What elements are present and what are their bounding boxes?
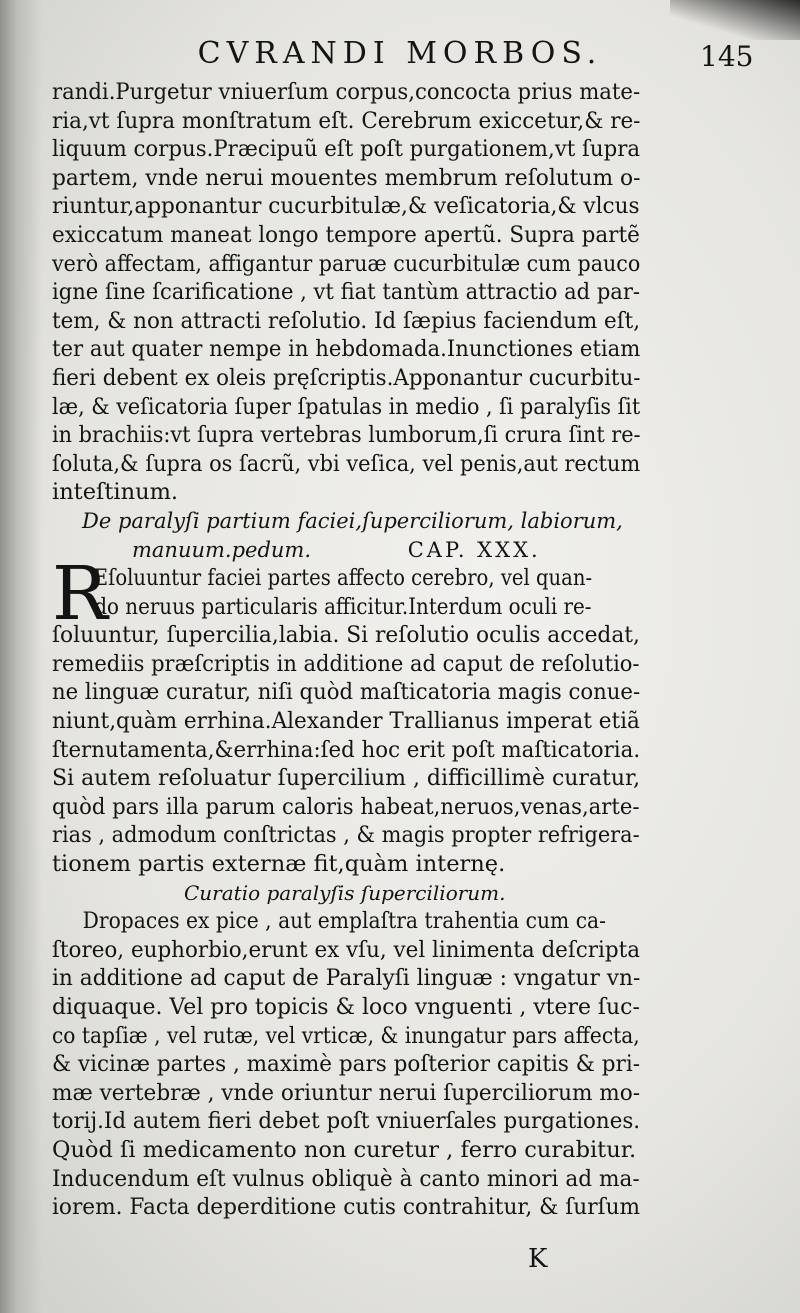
text-line: iorem. Facta deperditione cutis contrahitur, & ſurſum	[52, 1194, 641, 1221]
text-line: Si autem reſoluatur ſupercilium , difficillimè curatur,	[52, 765, 641, 792]
chapter-title-line-1: De paralyſi partium faciei,ſuperciliorum, labiorum,	[82, 508, 623, 533]
text-line: remediis præſcriptis in additione ad caput de reſolutio-	[52, 650, 640, 677]
text-line: Inducendum eſt vulnus obliquè à canto minori ad ma-	[52, 1165, 640, 1192]
text-line: inteſtinum.	[52, 479, 179, 506]
paragraph-1	[52, 78, 640, 507]
text-line: exiccatum maneat longo tempore apertũ. Supra partẽ	[52, 221, 640, 248]
text-line: & vicinæ partes , maximè pars poſterior capitis & pri-	[52, 1051, 640, 1078]
text-line: ter aut quater nempe in hebdomada.Inunctiones etiam	[52, 336, 641, 363]
text-line: ſoluta,& ſupra os ſacrũ, vbi veſica, vel penis,aut rectum	[52, 450, 641, 477]
text-line: rias , admodum conſtrictas , & magis propter refrigera-	[52, 822, 640, 849]
running-title: CVRANDI MORBOS.	[197, 36, 603, 71]
text-line: ſternutamenta,&errhina:ſed hoc erit poſt maſticatoria.	[52, 736, 641, 763]
text-line: niunt,quàm errhina.Alexander Trallianus imperat etiã	[52, 708, 640, 735]
text-line: fieri debent ex oleis pręſcriptis.Apponantur cucurbitu-	[52, 364, 641, 391]
chapter-title-line-2	[52, 536, 640, 565]
text-line: Eſoluuntur faciei partes affecto cerebro, vel quan-	[93, 565, 593, 592]
text-line: Quòd ſi medicamento non curetur , ferro curabitur.	[52, 1136, 637, 1163]
text-line: læ, & veſicatoria ſuper ſpatulas in medio , ſi paralyſis ſit	[52, 393, 641, 420]
text-line: ria,vt ſupra monſtratum eſt. Cerebrum exiccetur,& re-	[52, 107, 641, 134]
text-line: in brachiis:vt ſupra vertebras lumborum,ſi crura ſint re-	[52, 422, 641, 449]
chapter-title-line-2-text: manuum.pedum.	[132, 537, 312, 562]
text-line: verò affectam, affigantur paruæ cucurbitulæ cum pauco	[52, 250, 641, 277]
text-line: Dropaces ex pice , aut emplaſtra trahentia cum ca-	[82, 908, 607, 935]
text-line: co tapſiæ , vel rutæ, vel vrticæ, & inungatur pars affecta,	[52, 1022, 640, 1049]
drop-capital: R	[52, 551, 108, 638]
main-text-block	[52, 78, 640, 1222]
text-line: ne linguæ curatur, niſi quòd maſticatoria magis conue-	[52, 679, 641, 706]
page-corner-shadow	[670, 0, 800, 40]
text-line: partem, vnde nerui mouentes membrum reſolutum o-	[52, 164, 641, 191]
text-line: diquaque. Vel pro topicis & loco vnguenti , vtere ſuc-	[52, 994, 640, 1020]
text-line: ſoluuntur, ſupercilia,labia. Si reſolutio oculis accedat,	[52, 622, 640, 649]
text-line: liquum corpus.Præcipuũ eſt poſt purgationem,vt ſupra	[52, 136, 641, 163]
text-line: torij.Id autem fieri debet poſt vniuerſales purgationes.	[52, 1108, 641, 1135]
text-line: riuntur,apponantur cucurbitulæ,& veſicatoria,& vlcus	[52, 193, 640, 220]
chapter-number: CAP. XXX.	[407, 537, 541, 562]
chapter-paragraph	[52, 551, 641, 879]
text-line: ſtoreo, euphorbio,erunt ex vſu, vel linimenta deſcripta	[52, 936, 641, 963]
text-line: tem, & non attracti reſolutio. Id ſæpius faciendum eſt,	[52, 307, 641, 334]
text-line: mæ vertebræ , vnde oriuntur nerui ſuperciliorum mo-	[52, 1079, 641, 1106]
text-line: in additione ad caput de Paralyſi linguæ : vngatur vn-	[52, 965, 641, 992]
section-paragraph	[52, 907, 640, 1222]
page-number: 145	[700, 40, 754, 73]
chapter-body	[52, 551, 641, 879]
section-title: Curatio paralyſis ſuperciliorum.	[184, 880, 506, 905]
text-line: randi.Purgetur vniuerſum corpus,concocta prius mate-	[52, 79, 641, 105]
page-gutter-shadow	[0, 0, 42, 1313]
text-line: quòd pars illa parum caloris habeat,neruos,venas,arte-	[52, 793, 640, 820]
text-line: igne ſine ſcarificatione , vt fiat tantùm attractio ad par-	[52, 279, 641, 306]
text-line: tionem partis externæ fit,quàm internę.	[52, 851, 506, 878]
catchword: K	[528, 1244, 548, 1274]
text-line: do neruus particularis afficitur.Interdum oculi re-	[94, 593, 592, 620]
